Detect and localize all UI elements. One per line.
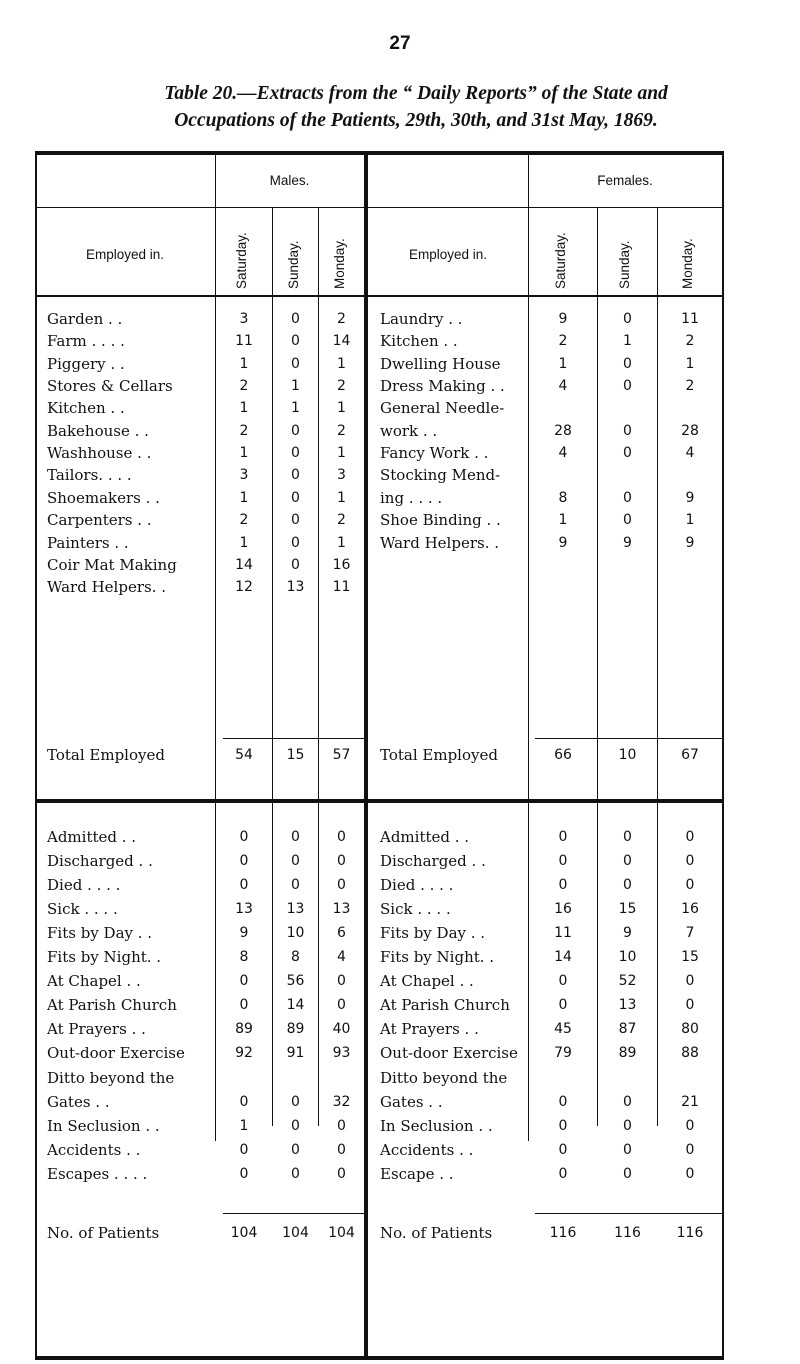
sunday-value: 8 <box>291 949 300 966</box>
sunday-value: 0 <box>291 467 300 484</box>
row-label: Out-door Exercise <box>380 1044 518 1063</box>
monday-value: 4 <box>337 949 346 966</box>
table-row <box>35 923 724 943</box>
row-label: General Needle- <box>380 399 505 418</box>
monday-value: 0 <box>685 997 695 1014</box>
saturday-value: 0 <box>239 973 249 990</box>
table-row <box>35 398 724 418</box>
row-label: Fits by Night. . <box>380 948 495 967</box>
monday-value: 9 <box>685 534 695 551</box>
sunday-value: 13 <box>286 901 305 918</box>
row-label: Fits by Day . . <box>380 924 486 943</box>
table-row <box>35 577 724 597</box>
row-label: Accidents . . <box>47 1140 141 1159</box>
row-label: Gates . . <box>47 1092 110 1111</box>
monday-value: 2 <box>337 422 346 439</box>
row-label: At Chapel . . <box>380 972 474 991</box>
data-table <box>35 151 724 1360</box>
row-label: Tailors. . . . <box>47 466 132 485</box>
monday-value: 2 <box>337 378 346 395</box>
row-label: At Prayers . . <box>380 1020 479 1039</box>
monday-value: 16 <box>332 556 351 573</box>
monday-value: 7 <box>685 925 695 942</box>
total-rule-f <box>535 738 722 739</box>
monday-value: 11 <box>681 311 699 327</box>
row-label: Escapes . . . . <box>47 1164 148 1183</box>
sunday-value: 14 <box>286 997 305 1014</box>
section-separator <box>35 799 724 803</box>
no-of-patients-row <box>35 1223 724 1243</box>
monday-value: 3 <box>337 467 346 484</box>
monday-value: 0 <box>337 997 346 1014</box>
saturday-header-f: Saturday. <box>553 232 568 289</box>
saturday-value: 16 <box>554 901 572 918</box>
row-label: Gates . . <box>380 1092 443 1111</box>
monday-value: 16 <box>681 901 699 918</box>
row-label: Sick . . . . <box>380 900 451 919</box>
monday-value: 21 <box>681 1093 699 1110</box>
table-row <box>35 1140 724 1160</box>
row-label: Carpenters . . <box>47 511 152 530</box>
saturday-value: 0 <box>239 829 249 845</box>
saturday-value: 3 <box>239 311 249 327</box>
caption-line-2: Occupations of the Patients, 29th, 30th, and 31st May, 1869. <box>174 110 658 131</box>
monday-value: 11 <box>332 579 351 596</box>
monday-value: 0 <box>685 853 695 870</box>
row-label: Garden . . <box>47 310 123 328</box>
row-label: At Chapel . . <box>47 972 141 991</box>
row-label: Washhouse . . <box>47 444 152 463</box>
table-row <box>35 899 724 919</box>
sunday-value: 1 <box>291 378 300 395</box>
sunday-value: 0 <box>291 1165 300 1182</box>
sunday-value: 15 <box>618 901 637 918</box>
monday-value: 28 <box>681 422 699 439</box>
table-row <box>35 1092 724 1112</box>
monday-value: 0 <box>337 973 346 990</box>
females-group-rule <box>528 207 722 208</box>
monday-value: 93 <box>332 1045 351 1062</box>
saturday-value: 9 <box>558 311 568 327</box>
table-row <box>35 421 724 441</box>
females-header: Females. <box>597 173 653 188</box>
monday-value: 1 <box>337 534 346 551</box>
row-label: Died . . . . <box>47 876 121 895</box>
monday-value: 0 <box>685 829 695 845</box>
sunday-value: 91 <box>286 1045 305 1062</box>
saturday-value: 28 <box>554 422 572 439</box>
monday-value: 1 <box>337 445 346 462</box>
table-row <box>35 331 724 351</box>
total-employed-row <box>35 745 724 765</box>
monday-value: 1 <box>337 400 346 417</box>
row-label: Discharged . . <box>47 852 153 871</box>
sunday-value: 15 <box>286 747 305 763</box>
saturday-value: 0 <box>558 1141 568 1158</box>
sunday-header-m: Sunday. <box>286 240 301 289</box>
sunday-value: 0 <box>623 1093 632 1110</box>
saturday-value: 4 <box>558 445 568 462</box>
saturday-value: 4 <box>558 378 568 395</box>
table-row <box>35 510 724 530</box>
row-label: At Parish Church <box>47 996 177 1015</box>
monday-value: 32 <box>332 1093 351 1110</box>
table-row <box>35 443 724 463</box>
saturday-value: 0 <box>558 853 568 870</box>
table-row <box>35 309 724 329</box>
sunday-value: 0 <box>623 422 632 439</box>
saturday-value: 0 <box>558 1165 568 1182</box>
monday-value: 57 <box>332 747 351 763</box>
saturday-value: 0 <box>239 1141 249 1158</box>
row-label: Coir Mat Making <box>47 555 177 574</box>
row-label: ing . . . . <box>380 488 443 507</box>
no-of-patients-label: No. of Patients <box>380 1224 493 1242</box>
sunday-value: 0 <box>291 556 300 573</box>
total-employed-label: Total Employed <box>380 746 498 764</box>
sunday-value: 0 <box>291 1117 300 1134</box>
monday-value: 0 <box>337 1165 346 1182</box>
saturday-value: 2 <box>239 378 249 395</box>
header-bottom-rule <box>35 295 724 297</box>
sunday-value: 0 <box>623 311 632 327</box>
saturday-value: 8 <box>558 489 568 506</box>
sunday-value: 0 <box>291 422 300 439</box>
saturday-value: 1 <box>239 355 249 372</box>
vline-m1 <box>215 151 216 1141</box>
sunday-value: 1 <box>623 333 632 350</box>
monday-value: 88 <box>681 1045 699 1062</box>
saturday-value: 2 <box>239 422 249 439</box>
sunday-value: 0 <box>291 489 300 506</box>
sunday-value: 10 <box>618 747 637 763</box>
saturday-value: 9 <box>558 534 568 551</box>
sunday-value: 0 <box>623 1165 632 1182</box>
sunday-value: 0 <box>291 333 300 350</box>
row-label: work . . <box>380 421 438 440</box>
sunday-value: 0 <box>291 534 300 551</box>
saturday-value: 0 <box>558 829 568 845</box>
saturday-value: 0 <box>239 877 249 894</box>
row-label: Out-door Exercise <box>47 1044 185 1063</box>
table-row <box>35 488 724 508</box>
monday-value: 2 <box>337 512 346 529</box>
bottom-rule <box>35 1356 724 1360</box>
row-label: Ward Helpers. . <box>380 533 500 552</box>
monday-header-f: Monday. <box>680 238 695 289</box>
saturday-value: 0 <box>558 1093 568 1110</box>
table-row <box>35 1068 724 1088</box>
saturday-value: 8 <box>239 949 249 966</box>
sunday-value: 0 <box>291 1093 300 1110</box>
row-label: Admitted . . <box>47 828 137 846</box>
row-label: Kitchen . . <box>47 399 125 418</box>
saturday-value: 11 <box>235 333 253 350</box>
monday-value: 0 <box>337 877 346 894</box>
monday-value: 2 <box>685 333 695 350</box>
caption-line-1: Table 20.—Extracts from the “ Daily Reports” of the State and <box>164 83 668 104</box>
table-row <box>35 851 724 871</box>
patients-rule-f <box>535 1213 722 1214</box>
sunday-value: 0 <box>291 853 300 870</box>
patients-rule-m <box>223 1213 364 1214</box>
row-label: Discharged . . <box>380 852 486 871</box>
sunday-value: 9 <box>623 925 632 942</box>
table-row <box>35 533 724 553</box>
monday-value: 6 <box>337 925 346 942</box>
header-left-rule <box>35 207 215 208</box>
table-row <box>35 376 724 396</box>
sunday-value: 104 <box>282 1225 309 1241</box>
row-label: Shoemakers . . <box>47 488 160 507</box>
row-label: In Seclusion . . <box>47 1116 160 1135</box>
saturday-value: 1 <box>558 512 568 529</box>
monday-value: 0 <box>685 1141 695 1158</box>
no-of-patients-label: No. of Patients <box>47 1224 160 1242</box>
monday-value: 2 <box>337 311 346 327</box>
employed-in-header-f: Employed in. <box>408 247 488 262</box>
saturday-value: 11 <box>554 925 572 942</box>
row-label: Bakehouse . . <box>47 421 149 440</box>
header-mid-rule <box>368 207 528 208</box>
saturday-value: 2 <box>558 333 568 350</box>
table-row <box>35 971 724 991</box>
sunday-value: 56 <box>286 973 305 990</box>
saturday-value: 0 <box>558 973 568 990</box>
row-label: Stores & Cellars <box>47 377 173 396</box>
row-label: Escape . . <box>380 1164 454 1183</box>
monday-value: 1 <box>685 512 695 529</box>
males-group-rule <box>215 207 364 208</box>
sunday-value: 9 <box>623 534 632 551</box>
saturday-value: 14 <box>235 556 253 573</box>
row-label: Painters . . <box>47 533 129 552</box>
saturday-value: 0 <box>239 853 249 870</box>
table-row <box>35 1164 724 1184</box>
sunday-value: 0 <box>623 853 632 870</box>
monday-value: 4 <box>685 445 695 462</box>
row-label: Laundry . . <box>380 310 463 328</box>
saturday-value: 1 <box>239 400 249 417</box>
sunday-value: 0 <box>623 489 632 506</box>
monday-value: 0 <box>685 973 695 990</box>
row-label: Died . . . . <box>380 876 454 895</box>
table-row <box>35 1116 724 1136</box>
monday-value: 67 <box>681 747 699 763</box>
monday-value: 2 <box>685 378 695 395</box>
sunday-value: 0 <box>291 445 300 462</box>
saturday-value: 1 <box>239 534 249 551</box>
sunday-value: 89 <box>286 1021 305 1038</box>
vline-f1 <box>528 151 529 1141</box>
table-row <box>35 947 724 967</box>
row-label: Admitted . . <box>380 828 470 846</box>
row-label: Ditto beyond the <box>380 1068 508 1087</box>
saturday-value: 3 <box>239 467 249 484</box>
monday-value: 0 <box>337 1117 346 1134</box>
saturday-value: 104 <box>230 1225 258 1241</box>
monday-value: 116 <box>676 1225 704 1241</box>
monday-value: 1 <box>337 489 346 506</box>
saturday-value: 0 <box>239 997 249 1014</box>
monday-value: 0 <box>685 877 695 894</box>
sunday-value: 52 <box>618 973 637 990</box>
row-label: Ward Helpers. . <box>47 578 167 597</box>
saturday-value: 14 <box>554 949 572 966</box>
saturday-value: 1 <box>239 489 249 506</box>
monday-value: 40 <box>332 1021 351 1038</box>
row-label: Piggery . . <box>47 354 125 373</box>
sunday-value: 89 <box>618 1045 637 1062</box>
row-label: Fits by Day . . <box>47 924 153 943</box>
row-label: Ditto beyond the <box>47 1068 175 1087</box>
sunday-value: 0 <box>291 829 300 845</box>
row-label: At Prayers . . <box>47 1020 146 1039</box>
monday-value: 0 <box>337 1141 346 1158</box>
sunday-value: 0 <box>623 877 632 894</box>
row-label: Accidents . . <box>380 1140 474 1159</box>
sunday-value: 0 <box>291 512 300 529</box>
monday-value: 1 <box>685 355 695 372</box>
sunday-value: 0 <box>623 378 632 395</box>
males-header: Males. <box>269 173 310 188</box>
saturday-value: 13 <box>235 901 253 918</box>
saturday-value: 66 <box>554 747 572 763</box>
row-label: Sick . . . . <box>47 900 118 919</box>
sunday-value: 87 <box>618 1021 637 1038</box>
table-row <box>35 875 724 895</box>
monday-value: 14 <box>332 333 351 350</box>
monday-value: 80 <box>681 1021 699 1038</box>
total-rule-m <box>223 738 364 739</box>
page-number: 27 <box>389 33 411 54</box>
sunday-value: 0 <box>623 1141 632 1158</box>
row-label: Fits by Night. . <box>47 948 162 967</box>
monday-value: 1 <box>337 355 346 372</box>
sunday-value: 0 <box>623 512 632 529</box>
saturday-value: 45 <box>554 1021 572 1038</box>
sunday-value: 0 <box>623 829 632 845</box>
row-label: Dwelling House <box>380 354 501 373</box>
employed-in-header-m: Employed in. <box>85 247 165 262</box>
table-row <box>35 995 724 1015</box>
sunday-value: 0 <box>291 1141 300 1158</box>
sunday-value: 0 <box>623 1117 632 1134</box>
row-label: Farm . . . . <box>47 332 125 351</box>
saturday-value: 0 <box>239 1165 249 1182</box>
monday-value: 15 <box>681 949 699 966</box>
sunday-value: 0 <box>291 355 300 372</box>
saturday-value: 92 <box>235 1045 253 1062</box>
table-caption <box>86 80 746 134</box>
saturday-value: 1 <box>239 445 249 462</box>
table-row <box>35 1019 724 1039</box>
sunday-value: 13 <box>286 579 305 596</box>
saturday-value: 0 <box>239 1093 249 1110</box>
sunday-value: 1 <box>291 400 300 417</box>
table-row <box>35 465 724 485</box>
saturday-value: 1 <box>558 355 568 372</box>
total-employed-label: Total Employed <box>47 746 165 764</box>
monday-value: 0 <box>337 853 346 870</box>
monday-value: 0 <box>337 829 346 845</box>
saturday-value: 0 <box>558 877 568 894</box>
sunday-header-f: Sunday. <box>617 240 632 289</box>
sunday-value: 13 <box>618 997 637 1014</box>
top-rule <box>35 151 724 155</box>
table-row <box>35 354 724 374</box>
sunday-value: 0 <box>623 445 632 462</box>
monday-header-m: Monday. <box>332 238 347 289</box>
saturday-value: 89 <box>235 1021 253 1038</box>
monday-value: 104 <box>328 1225 355 1241</box>
sunday-value: 0 <box>291 311 300 327</box>
sunday-value: 0 <box>291 877 300 894</box>
table-row <box>35 827 724 847</box>
row-label: Fancy Work . . <box>380 444 489 463</box>
sunday-value: 116 <box>614 1225 641 1241</box>
sunday-value: 10 <box>618 949 637 966</box>
saturday-value: 2 <box>239 512 249 529</box>
saturday-value: 116 <box>549 1225 577 1241</box>
row-label: Kitchen . . <box>380 332 458 351</box>
sunday-value: 0 <box>623 355 632 372</box>
saturday-value: 54 <box>235 747 253 763</box>
row-label: At Parish Church <box>380 996 510 1015</box>
monday-value: 0 <box>685 1117 695 1134</box>
row-label: Dress Making . . <box>380 377 505 396</box>
saturday-header-m: Saturday. <box>234 232 249 289</box>
table-row <box>35 555 724 575</box>
saturday-value: 0 <box>558 1117 568 1134</box>
row-label: Stocking Mend- <box>380 466 501 485</box>
row-label: In Seclusion . . <box>380 1116 493 1135</box>
monday-value: 13 <box>332 901 351 918</box>
saturday-value: 1 <box>239 1117 249 1134</box>
row-label: Shoe Binding . . <box>380 511 501 530</box>
sunday-value: 10 <box>286 925 305 942</box>
monday-value: 9 <box>685 489 695 506</box>
saturday-value: 79 <box>554 1045 572 1062</box>
saturday-value: 0 <box>558 997 568 1014</box>
saturday-value: 12 <box>235 579 253 596</box>
monday-value: 0 <box>685 1165 695 1182</box>
saturday-value: 9 <box>239 925 249 942</box>
table-row <box>35 1043 724 1063</box>
